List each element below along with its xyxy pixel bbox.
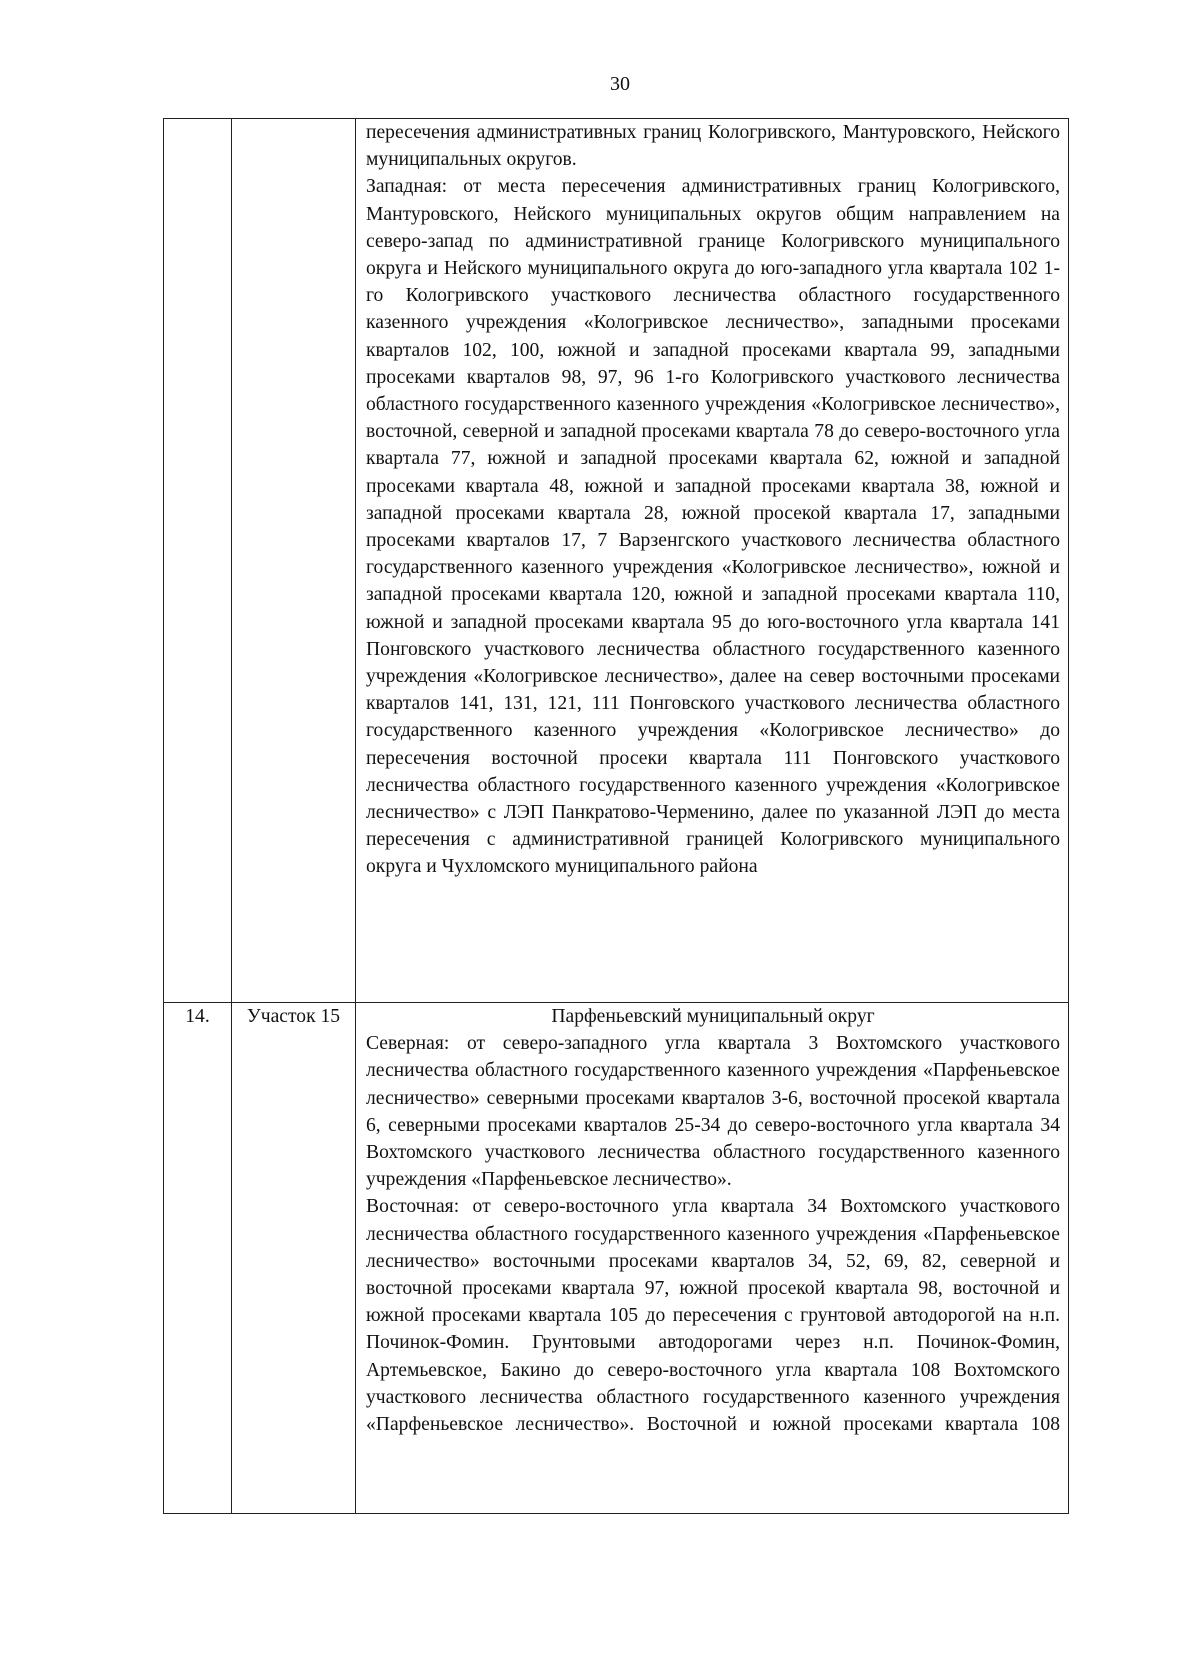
description-cell bbox=[356, 1003, 1069, 1514]
paragraph: Западная: от места пересечения административных границ Кологривского, Мантуровского, Нейского муниципальных округов общим направлением на северо-запад по административной границе Кологривского муниципального округа и Нейского муниципального округа до юго-западного угла квартала 102 1-го Кологривского участкового лесничества областного государственного казенного учреждения «Кологривское лесничество», западными просеками кварталов 102, 100, южной и западной просеками квартала 99, западными просеками кварталов 98, 97, 96 1-го Кологривского участкового лесничества областного государственного казенного учреждения «Кологривское лесничество», восточной, северной и западной просеками квартала 78 до северо-восточного угла квартала 77, южной и западной просеками квартала 62, южной и западной просеками квартала 48, южной и западной просеками квартала 38, южной и западной просеками квартала 28, южной просекой квартала 17, западными просеками кварталов 17, 7 Варзенгского участкового лесничества областного государственного казенного учреждения «Кологривское лесничество», южной и западной просеками квартала 120, южной и западной просеками квартала 110, южной и западной просеками квартала 95 до юго-восточного угла квартала 141 Понговского участкового лесничества областного государственного казенного учреждения «Кологривское лесничество», далее на север восточными просеками кварталов 141, 131, 121, 111 Понговского участкового лесничества областного государственного казенного учреждения «Кологривское лесничество» до пересечения восточной просеки квартала 111 Понговского участкового лесничества областного государственного казенного учреждения «Кологривское лесничество» с ЛЭП Панкратово-Черменино, далее по указанной ЛЭП до места пересечения с административной границей Кологривского муниципального округа и Чухломского муниципального района bbox=[366, 176, 1060, 878]
boundaries-table bbox=[163, 118, 1069, 1514]
plot-cell: Участок 15 bbox=[232, 1003, 356, 1514]
row-number-cell: 14. bbox=[164, 1003, 232, 1514]
row-number-cell bbox=[164, 119, 232, 1003]
paragraph: Северная: от северо-западного угла квартала 3 Вохтомского участкового лесничества областного государственного казенного учреждения «Парфеньевское лесничество» северными просеками кварталов 3-6, восточной просекой квартала 6, северными просеками кварталов 25-34 до северо-восточного угла квартала 34 Вохтомского участкового лесничества областного государственного казенного учреждения «Парфеньевское лесничество». bbox=[366, 1033, 1060, 1191]
description-cell bbox=[356, 119, 1069, 1003]
page-number: 30 bbox=[610, 73, 630, 95]
paragraph: Восточная: от северо-восточного угла квартала 34 Вохтомского участкового лесничества областного государственного казенного учреждения «Парфеньевское лесничество» восточными просеками кварталов 34, 52, 69, 82, северной и восточной просеками квартала 97, южной просекой квартала 98, восточной и южной просеками квартала 105 до пересечения с грунтовой автодорогой на н.п. Починок-Фомин. Грунтовыми автодорогами через н.п. Починок-Фомин, Артемьевское, Бакино до северо-восточного угла квартала 108 Вохтомского участкового лесничества областного государственного казенного учреждения «Парфеньевское лесничество». Восточной и южной просеками квартала 108 bbox=[366, 1196, 1060, 1436]
paragraph: пересечения административных границ Кологривского, Мантуровского, Нейского муниципальных округов. bbox=[366, 122, 1060, 171]
section-heading: Парфеньевский муниципальный округ bbox=[551, 1006, 875, 1027]
table-row bbox=[164, 1003, 1069, 1514]
table-row bbox=[164, 119, 1069, 1003]
plot-cell bbox=[232, 119, 356, 1003]
